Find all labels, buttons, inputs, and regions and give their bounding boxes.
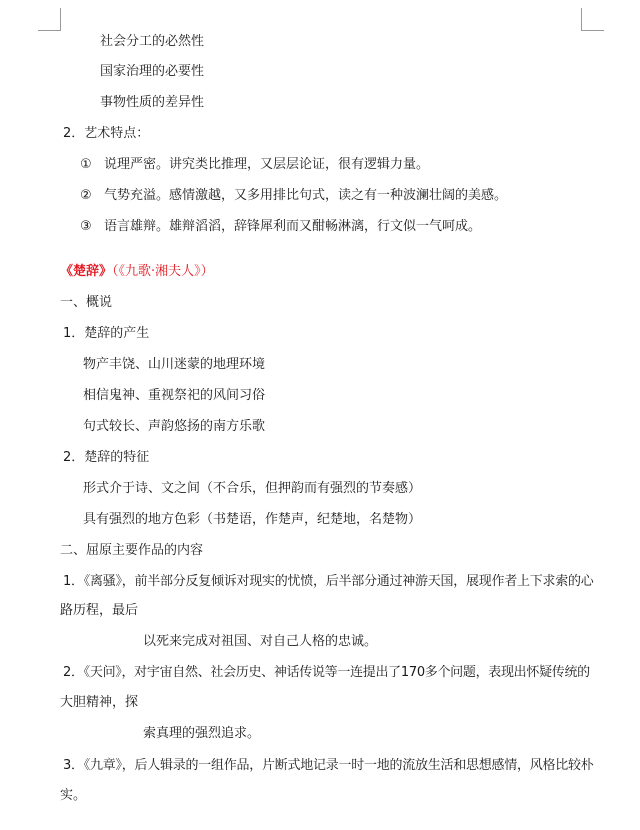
paragraph-line: 2．《天问》，对宇宙自然、社会历史、神话传说等一连提出了170多个问题，表现出怀疑传统的 bbox=[63, 665, 590, 680]
list-item bbox=[80, 156, 429, 174]
paragraph-line: 路历程，最后 bbox=[60, 603, 139, 618]
crop-mark-top-right bbox=[581, 8, 604, 31]
text-line: 具有强烈的地方色彩（书楚语，作楚声，纪楚地，名楚物） bbox=[83, 512, 422, 527]
chapter-title bbox=[60, 263, 214, 281]
list-item bbox=[80, 187, 507, 205]
subsection-heading: 1．楚辞的产生 bbox=[63, 326, 150, 341]
item-number: ③ bbox=[80, 219, 92, 234]
chapter-title-main: 《楚辞》 bbox=[60, 264, 113, 279]
paragraph-line: 1．《离骚》，前半部分反复倾诉对现实的忧愤，后半部分通过神游天国，展现作者上下求索的心 bbox=[63, 574, 594, 589]
text-line: 国家治理的必要性 bbox=[100, 64, 205, 79]
text-line: 相信鬼神、重视祭祀的风间习俗 bbox=[83, 388, 266, 403]
text-line: 社会分工的必然性 bbox=[100, 34, 205, 49]
text-line: 事物性质的差异性 bbox=[100, 95, 205, 110]
paragraph-line: 索真理的强烈追求。 bbox=[143, 726, 261, 741]
item-text: 语言雄辩。雄辩滔滔，辞锋犀利而又酣畅淋漓，行文似一气呵成。 bbox=[104, 219, 482, 234]
item-number: ② bbox=[80, 188, 92, 203]
item-text: 说理严密。讲究类比推理，又层层论证，很有逻辑力量。 bbox=[104, 157, 430, 172]
section-heading: 2．艺术特点： bbox=[63, 126, 150, 141]
section-heading: 二、屈原主要作品的内容 bbox=[60, 543, 204, 558]
list-item bbox=[80, 218, 481, 236]
paragraph-line: 3．《九章》，后人辑录的一组作品，片断式地记录一时一地的流放生活和思想感情，风格比较朴 bbox=[63, 758, 594, 773]
crop-mark-top-left bbox=[38, 8, 61, 31]
section-heading: 一、概说 bbox=[60, 295, 113, 310]
chapter-title-sub: （《九歌·湘夫人》） bbox=[112, 264, 214, 279]
item-text: 气势充溢。感情激越，又多用排比句式，读之有一种波澜壮阔的美感。 bbox=[104, 188, 508, 203]
text-line: 形式介于诗、文之间（不合乐，但押韵而有强烈的节奏感） bbox=[83, 481, 422, 496]
subsection-heading: 2．楚辞的特征 bbox=[63, 450, 150, 465]
paragraph-line: 大胆精神，探 bbox=[60, 695, 139, 710]
text-line: 句式较长、声韵悠扬的南方乐歌 bbox=[83, 419, 266, 434]
text-line: 物产丰饶、山川迷蒙的地理环境 bbox=[83, 357, 266, 372]
item-number: ① bbox=[80, 157, 92, 172]
paragraph-line: 以死来完成对祖国、对自己人格的忠诚。 bbox=[143, 634, 378, 649]
paragraph-line: 实。 bbox=[60, 788, 87, 803]
